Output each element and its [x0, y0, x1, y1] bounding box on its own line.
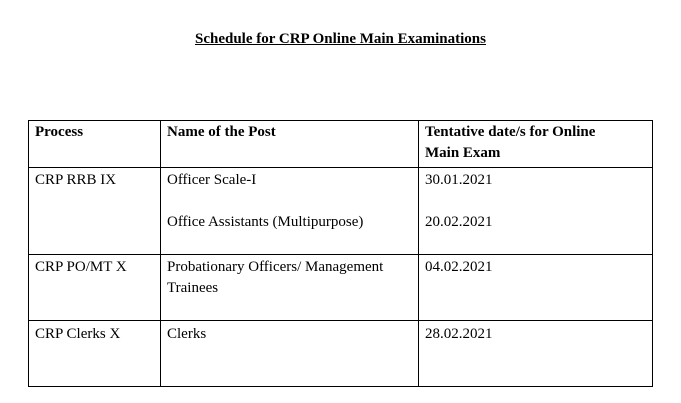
cell-date [419, 255, 653, 321]
cell-process [29, 255, 161, 321]
post-name: Office Assistants (Multipurpose) [167, 214, 364, 230]
row-spacer [425, 191, 646, 212]
exam-date: 30.01.2021 [425, 172, 493, 188]
post-name-line2: Trainees [167, 280, 219, 296]
header-date-line2: Main Exam [425, 145, 501, 161]
header-post-label: Name of the Post [167, 124, 276, 140]
table-row [29, 255, 653, 321]
post-name: Officer Scale-I [167, 172, 257, 188]
cell-post [161, 255, 419, 321]
header-process-label: Process [35, 124, 84, 140]
process-name: CRP RRB IX [35, 172, 117, 188]
page-title: Schedule for CRP Online Main Examinations [194, 31, 486, 47]
table-row [29, 168, 653, 255]
exam-date: 04.02.2021 [425, 259, 493, 275]
post-name: Clerks [167, 326, 207, 342]
cell-post [161, 321, 419, 387]
header-post [161, 121, 419, 168]
cell-date [419, 168, 653, 255]
cell-post [161, 168, 419, 255]
row-spacer [167, 191, 412, 212]
header-process [29, 121, 161, 168]
cell-process [29, 168, 161, 255]
post-name-line1: Probationary Officers/ Management [167, 259, 384, 275]
header-date-line1: Tentative date/s for Online [425, 124, 596, 140]
header-date [419, 121, 653, 168]
process-name: CRP PO/MT X [35, 259, 127, 275]
cell-process [29, 321, 161, 387]
schedule-table [28, 120, 653, 387]
process-name: CRP Clerks X [35, 326, 121, 342]
table-header-row [29, 121, 653, 168]
table-row [29, 321, 653, 387]
exam-date: 20.02.2021 [425, 214, 493, 230]
cell-date [419, 321, 653, 387]
exam-date: 28.02.2021 [425, 326, 493, 342]
